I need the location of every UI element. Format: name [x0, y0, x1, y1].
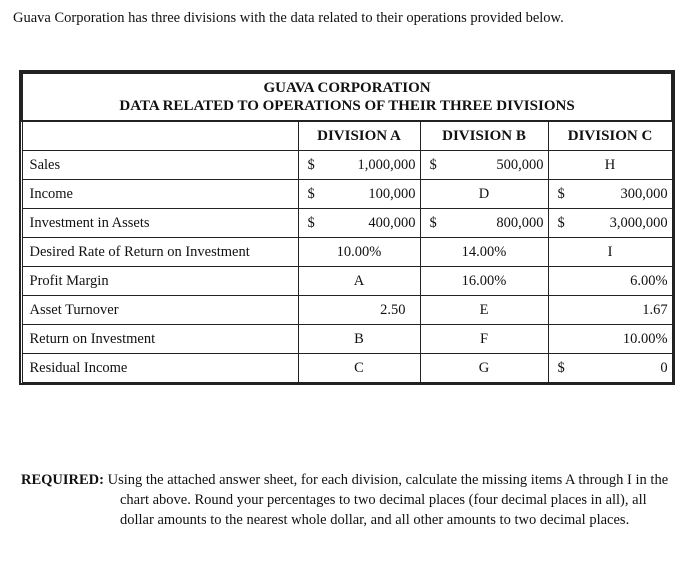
table-row	[22, 296, 672, 325]
division-a-value: B	[298, 325, 420, 354]
table-title-company: GUAVA CORPORATION	[263, 80, 431, 96]
division-a-value: 400,000	[324, 209, 420, 238]
division-a-value: 2.50	[298, 296, 420, 325]
division-c-value: 10.00%	[548, 325, 672, 354]
table-row	[22, 151, 672, 180]
table-row	[22, 238, 672, 267]
division-b-value: 800,000	[446, 209, 548, 238]
division-c-value: 3,000,000	[570, 209, 672, 238]
row-label: Asset Turnover	[22, 296, 298, 325]
table-row	[22, 325, 672, 354]
table-row	[22, 354, 672, 383]
division-a-value: A	[298, 267, 420, 296]
required-label: REQUIRED:	[21, 472, 104, 488]
division-b-value: F	[420, 325, 548, 354]
division-c-dollar-sign: $	[548, 209, 570, 238]
required-text: Using the attached answer sheet, for each division, calculate the missing items A through I in the chart above. Round your percentages to two decimal places (four decimal places in all), all dollar amounts to the nearest whole dollar, and all other amounts to two decimal places.	[107, 472, 669, 528]
division-b-value: 16.00%	[420, 267, 548, 296]
division-a-dollar-sign: $	[298, 209, 324, 238]
division-a-value: 1,000,000	[324, 151, 420, 180]
header-division-a: DIVISION A	[298, 121, 420, 151]
required-section	[21, 470, 681, 530]
division-a-value: 10.00%	[298, 238, 420, 267]
division-b-value: 500,000	[446, 151, 548, 180]
row-label: Investment in Assets	[22, 209, 298, 238]
row-label: Return on Investment	[22, 325, 298, 354]
division-b-value: E	[420, 296, 548, 325]
intro-text: Guava Corporation has three divisions with the data related to their operations provided below.	[13, 10, 564, 26]
division-c-dollar-sign: $	[548, 354, 570, 383]
row-label: Desired Rate of Return on Investment	[22, 238, 298, 267]
row-label: Sales	[22, 151, 298, 180]
division-data-table	[21, 72, 673, 383]
division-a-value: 100,000	[324, 180, 420, 209]
table-row	[22, 209, 672, 238]
row-label: Profit Margin	[22, 267, 298, 296]
division-b-value: G	[420, 354, 548, 383]
division-c-value: 300,000	[570, 180, 672, 209]
division-c-value: 0	[570, 354, 672, 383]
header-blank	[22, 121, 298, 151]
row-label: Residual Income	[22, 354, 298, 383]
division-c-value: H	[548, 151, 672, 180]
table-title-subtitle: DATA RELATED TO OPERATIONS OF THEIR THREE DIVISIONS	[119, 98, 575, 114]
division-c-value: I	[548, 238, 672, 267]
row-label: Income	[22, 180, 298, 209]
division-a-dollar-sign: $	[298, 151, 324, 180]
division-b-dollar-sign: $	[420, 151, 446, 180]
table-title	[22, 73, 672, 121]
table-row	[22, 180, 672, 209]
division-b-dollar-sign: $	[420, 209, 446, 238]
division-b-value: D	[420, 180, 548, 209]
division-c-value: 6.00%	[548, 267, 672, 296]
table-row	[22, 267, 672, 296]
division-a-value: C	[298, 354, 420, 383]
division-c-dollar-sign: $	[548, 180, 570, 209]
division-c-value: 1.67	[548, 296, 672, 325]
table-header-row	[22, 121, 672, 151]
division-b-value: 14.00%	[420, 238, 548, 267]
table-title-row	[22, 73, 672, 121]
division-a-dollar-sign: $	[298, 180, 324, 209]
header-division-c: DIVISION C	[548, 121, 672, 151]
header-division-b: DIVISION B	[420, 121, 548, 151]
